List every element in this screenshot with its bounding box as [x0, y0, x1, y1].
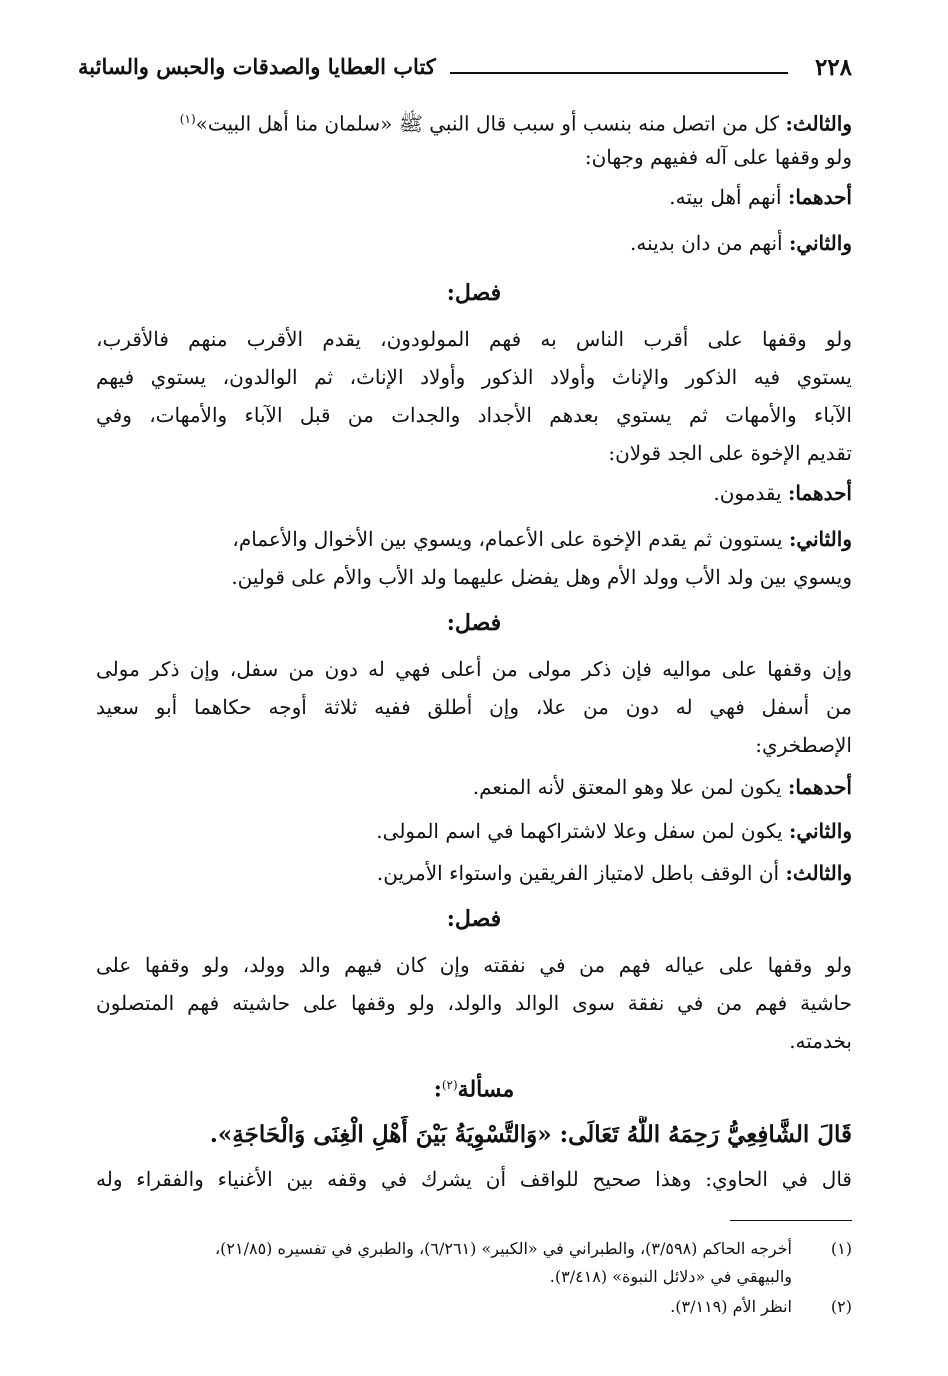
running-title: كتاب العطايا والصدقات والحبس والسائبة	[78, 54, 436, 79]
line-text: وإن وقفها على مواليه فإن ذكر مولى من أعلى فهي له دون من سفل، وإن ذكر مولى	[96, 657, 852, 681]
paragraph-line	[96, 178, 852, 216]
line-text: يستوون ثم يقدم الإخوة على الأعمام، ويسوي بين الأخوال والأعمام،	[232, 527, 789, 551]
paragraph-line	[96, 650, 852, 688]
term-label: والثاني:	[788, 231, 852, 255]
footnote-continuation	[96, 1264, 792, 1290]
section-heading-text: فصل:	[446, 610, 502, 636]
line-text: ويسوي بين ولد الأب وولد الأم وهل يفضل عليهما ولد الأب والأم على قولين.	[231, 565, 852, 589]
term-label: أحدهما:	[787, 185, 852, 209]
paragraph-line	[96, 1022, 852, 1060]
term-label: والثالث:	[785, 111, 852, 136]
paragraph-line	[96, 558, 852, 596]
line-text: أنهم أهل بيته.	[669, 185, 788, 209]
line-text: أنهم من دان بدينه.	[630, 231, 789, 255]
term-label: والثاني:	[788, 819, 852, 843]
line-text: يستوي فيه الذكور والإناث وأولاد الذكور وأولاد الإناث، ثم الوالدون، يستوي فيهم	[96, 365, 852, 389]
paragraph-line	[96, 474, 852, 512]
footnote-number: (٢)	[830, 1297, 852, 1316]
paragraph-line	[96, 984, 852, 1022]
line-text: يكون لمن علا وهو المعتق لأنه المنعم.	[472, 775, 788, 799]
footnote-separator	[730, 1220, 852, 1221]
paragraph-line	[96, 100, 852, 143]
footnote-number: (١)	[830, 1239, 852, 1258]
term-label: أحدهما:	[787, 775, 852, 799]
quoted-text-content: قَالَ الشَّافِعِيُّ رَحِمَهُ اللَّهُ تَعَالَى: «وَالتَّسْوِيَةُ بَيْنَ أَهْلِ الْغِنَى وَالْحَاجَةِ».	[209, 1121, 852, 1148]
line-text: الآباء والأمهات ثم يستوي بعدهم الأجداد والجدات من قبل الآباء والأمهات، وفي	[96, 403, 852, 427]
term-label: والثاني:	[788, 527, 852, 551]
footnote-ref: (١)	[179, 112, 196, 126]
paragraph-line	[96, 520, 852, 558]
line-text: يكون لمن سفل وعلا لاشتراكهما في اسم المولى.	[376, 819, 789, 843]
section-heading-text: فصل:	[446, 280, 502, 306]
page-number: ٢٢٨	[814, 54, 852, 81]
paragraph-line	[96, 320, 852, 358]
line-text: يقدمون.	[713, 481, 788, 505]
paragraph-line	[96, 434, 852, 472]
line-text: حاشية فهم من في نفقة سوى الوالد والولد، ولو وقفها على حاشيته فهم المتصلون	[96, 991, 852, 1015]
footnote-ref: (٢)	[441, 1078, 458, 1092]
paragraph-line	[96, 946, 852, 984]
line-text: الإصطخري:	[755, 733, 852, 757]
term-label: أحدهما:	[787, 481, 852, 505]
line-text: ولو وقفها على أقرب الناس به فهم المولودون، يقدم الأقرب منهم فالأقرب،	[96, 327, 852, 351]
section-heading-text: فصل:	[446, 906, 502, 932]
section-heading	[96, 274, 852, 312]
paragraph-line	[96, 726, 852, 764]
footnote	[96, 1294, 852, 1320]
paragraph-line	[96, 854, 852, 892]
footnote	[96, 1236, 852, 1262]
page-header	[78, 54, 852, 94]
line-text: ولو وقفها على عياله فهم من في نفقته وإن كان فيهم والد وولد، ولو وقفها على	[96, 953, 852, 977]
footnote-text: والبيهقي في «دلائل النبوة» (٣/٤١٨).	[549, 1267, 792, 1286]
paragraph-line	[96, 688, 852, 726]
paragraph-line	[96, 768, 852, 806]
paragraph-line	[96, 224, 852, 262]
line-text: من أسفل فهي له دون من علا، وإن أطلق ففيه ثلاثة أوجه حكاهما أبو سعيد	[96, 695, 852, 719]
footnote-text: أخرجه الحاكم (٣/٥٩٨)، والطبراني في «الكبير» (٦/٢٦١)، والطبري في تفسيره (٢١/٨٥)،	[215, 1239, 792, 1258]
paragraph-line	[96, 396, 852, 434]
line-text: بخدمته.	[789, 1029, 852, 1053]
masala-heading-text: مسألة	[457, 1076, 515, 1103]
header-rule	[450, 72, 788, 74]
quoted-text	[96, 1116, 852, 1154]
term-label: والثالث:	[785, 861, 852, 885]
line-text: أن الوقف باطل لامتياز الفريقين واستواء الأمرين.	[376, 861, 786, 885]
masala-heading	[96, 1066, 852, 1109]
line-text: ولو وقفها على آله ففيهم وجهان:	[584, 145, 852, 169]
paragraph-line	[96, 358, 852, 396]
line-text: تقديم الإخوة على الجد قولان:	[608, 441, 852, 465]
footnote-text: انظر الأم (٣/١١٩).	[670, 1297, 792, 1316]
paragraph-line	[96, 138, 852, 176]
paragraph-line	[96, 1160, 852, 1198]
paragraph-line	[96, 812, 852, 850]
section-heading	[96, 604, 852, 642]
line-text: قال في الحاوي: وهذا صحيح للواقف أن يشرك في وقفه بين الأغنياء والفقراء وله	[96, 1167, 852, 1191]
section-heading	[96, 900, 852, 938]
line-text: كل من اتصل منه بنسب أو سبب قال النبي ﷺ «سلمان منا أهل البيت»	[195, 111, 786, 136]
heading-colon: :	[433, 1076, 442, 1103]
